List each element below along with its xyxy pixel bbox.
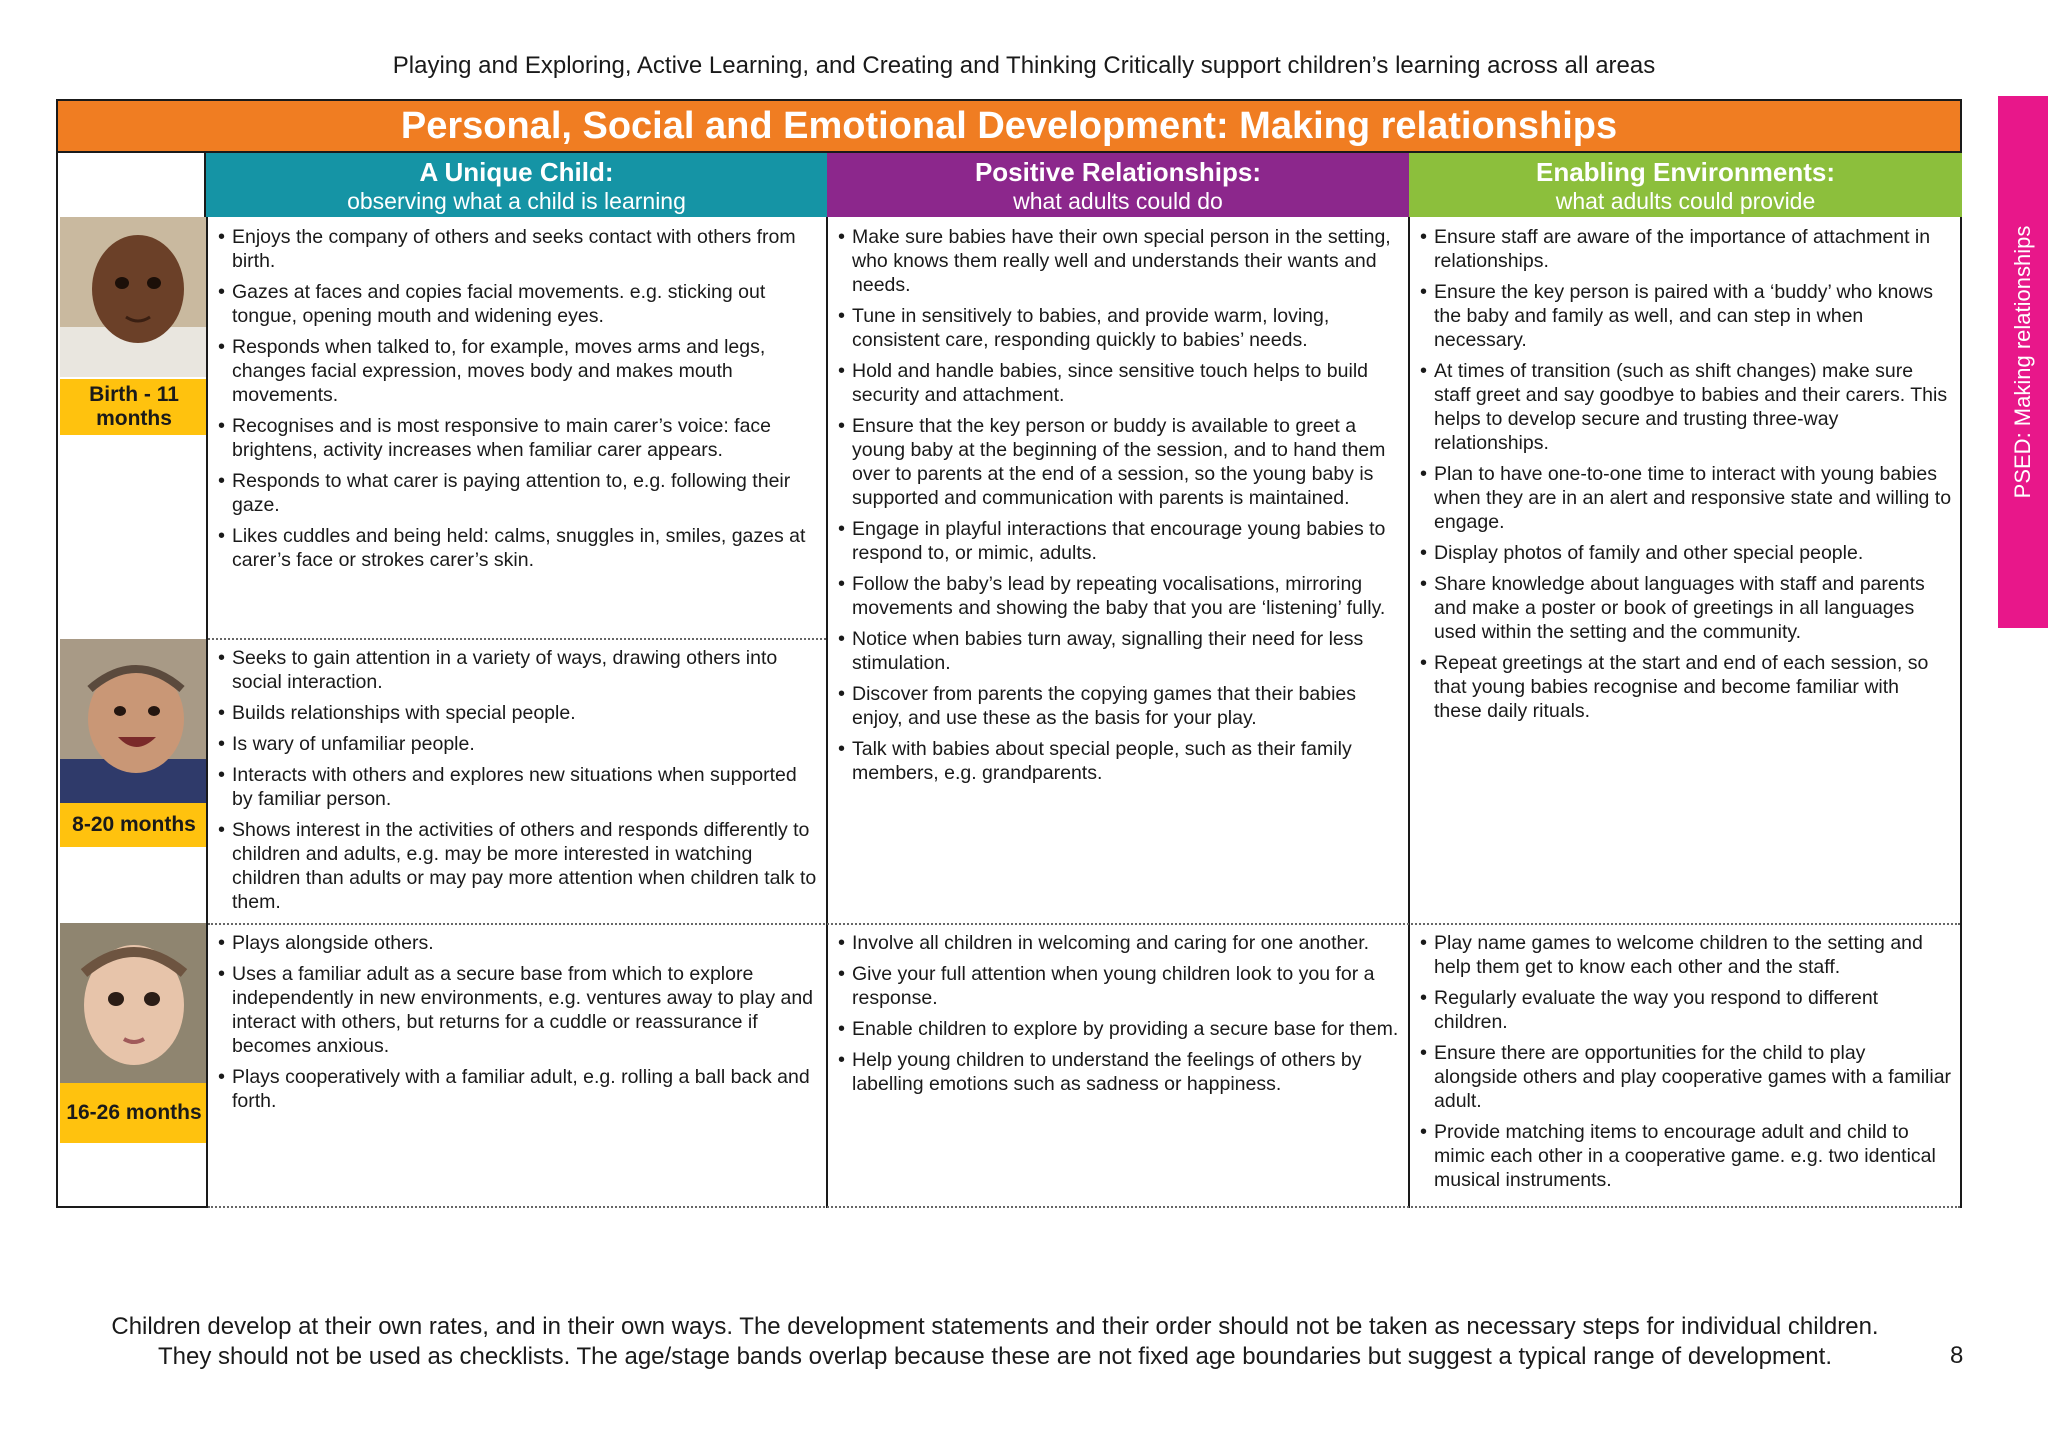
statement-item: • Enable children to explore by providing a secure base for them. [838,1017,1400,1041]
cell-early-positive-relationships [828,219,1408,792]
statement-item: • Play name games to welcome children to the setting and help them get to know each other and the staff. [1420,931,1952,979]
statement-item: • Give your full attention when young children look to you for a response. [838,962,1400,1010]
statement-item: • Notice when babies turn away, signalling their need for less stimulation. [838,627,1400,675]
header-blank-cell [56,153,206,217]
header-enabling-environments-subtitle: what adults could provide [1555,188,1816,214]
statement-item: • Ensure the key person is paired with a ‘buddy’ who knows the baby and family as well, and can step in when necessary. [1420,280,1952,352]
statement-item: • Make sure babies have their own special person in the setting, who knows them really well and understands their wants and needs. [838,225,1400,297]
statement-item: • Talk with babies about special people, such as their family members, e.g. grandparents. [838,737,1400,785]
statement-list [218,646,818,914]
statement-item: • Help young children to understand the feelings of others by labelling emotions such as sadness or happiness. [838,1048,1400,1096]
age-band-birth-11: Birth - 11 months [60,379,208,435]
cell-16-26-unique-child [208,925,826,1120]
age-band-8-20: 8-20 months [60,803,208,847]
statement-item: • Uses a familiar adult as a secure base from which to explore independently in new environments, e.g. ventures away to play and interact with others, but returns for a cuddle or reassurance if becomes anxious. [218,962,818,1058]
statement-item: • Likes cuddles and being held: calms, snuggles in, smiles, gazes at carer’s face or strokes carer’s skin. [218,524,818,572]
footer-line-1: Children develop at their own rates, and in their own ways. The development statements and their order should not be taken as necessary steps for individual children. [111,1313,1879,1340]
column-divider [1960,217,1962,1208]
cell-16-26-enabling-environments [1410,925,1960,1199]
baby-photo-2 [60,639,208,803]
header-enabling-environments-title: Enabling Environments: [1535,157,1836,187]
statement-list [1420,931,1952,1192]
cell-8-20-unique-child [208,640,826,921]
statement-item: • Responds when talked to, for example, moves arms and legs, changes facial expression, moves body and makes mouth movements. [218,335,818,407]
statement-item: • Gazes at faces and copies facial movements. e.g. sticking out tongue, opening mouth and widening eyes. [218,280,818,328]
section-side-tab [1998,96,2048,628]
statement-item: • Plays cooperatively with a familiar adult, e.g. rolling a ball back and forth. [218,1065,818,1113]
statement-item: • Tune in sensitively to babies, and provide warm, loving, consistent care, responding quickly to babies’ needs. [838,304,1400,352]
statement-item: • Responds to what carer is paying attention to, e.g. following their gaze. [218,469,818,517]
footer-note [70,1312,1920,1372]
header-unique-child [206,153,827,217]
page-number: 8 [1950,1342,1964,1369]
statement-item: • Follow the baby’s lead by repeating vocalisations, mirroring movements and showing the baby that you are ‘listening’ fully. [838,572,1400,620]
cell-birth-unique-child [208,219,826,579]
statement-item: • Ensure staff are aware of the importance of attachment in relationships. [1420,225,1952,273]
statement-list [838,225,1400,785]
statement-item: • Involve all children in welcoming and caring for one another. [838,931,1400,955]
cell-early-enabling-environments [1410,219,1960,730]
statement-item: • Builds relationships with special people. [218,701,818,725]
cell-16-26-positive-relationships [828,925,1408,1103]
statement-item: • Engage in playful interactions that encourage young babies to respond to, or mimic, adults. [838,517,1400,565]
statement-item: • Share knowledge about languages with staff and parents and make a poster or book of greetings in all languages used within the setting and the community. [1420,572,1952,644]
age-column [56,217,208,1208]
header-positive-relationships [827,153,1409,217]
top-caption: Playing and Exploring, Active Learning, and Creating and Thinking Critically support children’s learning across all areas [392,52,1656,79]
statement-list [838,931,1400,1096]
header-unique-child-subtitle: observing what a child is learning [347,188,686,214]
statement-item: • Regularly evaluate the way you respond to different children. [1420,986,1952,1034]
statement-item: • At times of transition (such as shift changes) make sure staff greet and say goodbye to babies and their carers. This helps to develop secure and trusting three-way relationships. [1420,359,1952,455]
development-table [56,99,1962,1208]
statement-item: • Ensure there are opportunities for the child to play alongside others and play cooperative games with a familiar adult. [1420,1041,1952,1113]
header-unique-child-title: A Unique Child: [419,157,614,187]
statement-item: • Provide matching items to encourage adult and child to mimic each other in a cooperative game. e.g. two identical musical instruments. [1420,1120,1952,1192]
statement-item: • Interacts with others and explores new situations when supported by familiar person. [218,763,818,811]
row-divider [208,1206,1960,1208]
statement-item: • Hold and handle babies, since sensitive touch helps to build security and attachment. [838,359,1400,407]
statement-item: • Enjoys the company of others and seeks contact with others from birth. [218,225,818,273]
statement-list [218,225,818,572]
side-tab-label: PSED: Making relationships [2010,225,2035,499]
baby-photo-3 [60,923,208,1083]
header-positive-relationships-title: Positive Relationships: [974,157,1262,187]
statement-item: • Repeat greetings at the start and end of each session, so that young babies recognise and become familiar with these daily rituals. [1420,651,1952,723]
table-title: Personal, Social and Emotional Development: Making relationships [56,99,1962,153]
statement-list [218,931,818,1113]
baby-photo-1 [60,217,208,377]
statement-item: • Shows interest in the activities of others and responds differently to children and adults, e.g. may be more interested in watching children than adults or may pay more attention when children talk to them. [218,818,818,914]
statement-item: • Recognises and is most responsive to main carer’s voice: face brightens, activity increases when familiar carer appears. [218,414,818,462]
statement-item: • Ensure that the key person or buddy is available to greet a young baby at the beginning of the session, and to hand them over to parents at the end of a session, so the young baby is supported and communication with parents is maintained. [838,414,1400,510]
statement-item: • Display photos of family and other special people. [1420,541,1952,565]
age-band-16-26: 16-26 months [60,1083,208,1143]
statement-list [1420,225,1952,723]
statement-item: • Is wary of unfamiliar people. [218,732,818,756]
header-enabling-environments [1409,153,1962,217]
footer-line-2: They should not be used as checklists. The age/stage bands overlap because these are not fixed age boundaries but suggest a typical range of development. [158,1343,1832,1370]
statement-item: • Discover from parents the copying games that their babies enjoy, and use these as the basis for your play. [838,682,1400,730]
statement-item: • Plan to have one-to-one time to interact with young babies when they are in an alert and responsive state and willing to engage. [1420,462,1952,534]
statement-item: • Plays alongside others. [218,931,818,955]
statement-item: • Seeks to gain attention in a variety of ways, drawing others into social interaction. [218,646,818,694]
header-positive-relationships-subtitle: what adults could do [1013,188,1223,214]
